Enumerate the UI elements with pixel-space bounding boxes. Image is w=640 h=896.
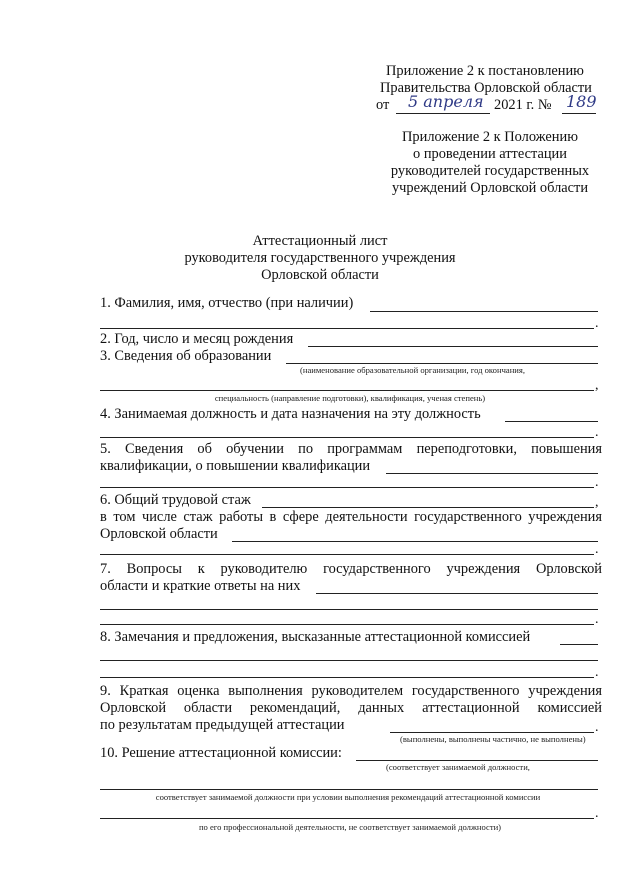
date-underline xyxy=(396,113,490,114)
item-4-period: . xyxy=(595,425,599,440)
item-10-hint-1: (соответствует занимаемой должности, xyxy=(386,762,530,772)
item-8-period: . xyxy=(595,665,599,680)
item-1-field-line-2[interactable] xyxy=(100,328,594,329)
item-9-label-line3: по результатам предыдущей аттестации xyxy=(100,717,345,733)
item-6-period: . xyxy=(595,542,599,557)
item-9-field-line[interactable] xyxy=(390,732,594,733)
appendix-regulation-line4: учреждений Орловской области xyxy=(391,180,589,196)
item-3-field-line-2[interactable] xyxy=(100,390,594,391)
item-6-sub-field-line[interactable] xyxy=(232,541,598,542)
item-6-comma: , xyxy=(595,495,599,510)
item-7-field-line-2[interactable] xyxy=(100,609,598,610)
date-year-label: 2021 г. № xyxy=(494,97,552,113)
item-1-field-line[interactable] xyxy=(370,311,598,312)
item-8-field-line[interactable] xyxy=(560,644,598,645)
item-8-field-line-2[interactable] xyxy=(100,660,598,661)
item-6-sublabel-line1: в том числе стаж работы в сфере деятельности государственного учреждения xyxy=(100,509,602,525)
appendix-resolution-line2: Правительства Орловской области xyxy=(380,80,592,96)
item-5-label-line2: квалификации, о повышении квалификации xyxy=(100,458,371,474)
item-8-field-line-3[interactable] xyxy=(100,677,594,678)
appendix-resolution-line1: Приложение 2 к постановлению xyxy=(386,63,584,79)
item-5-field-line-2[interactable] xyxy=(100,487,594,488)
number-handwritten: 189 xyxy=(566,92,597,111)
item-6-sub-field-line-2[interactable] xyxy=(100,554,594,555)
item-3-hint-2: специальность (направление подготовки), квалификация, ученая степень) xyxy=(214,393,486,403)
item-4-label: 4. Занимаемая должность и дата назначения на эту должность xyxy=(100,406,481,422)
item-3-label: 3. Сведения об образовании xyxy=(100,348,272,364)
item-6-sublabel-line2: Орловской области xyxy=(100,526,218,542)
item-9-hint: (выполнены, выполнены частично, не выполнены) xyxy=(400,734,586,744)
item-9-label-line2: Орловской области рекомендаций, данных аттестационной комиссией xyxy=(100,700,602,716)
item-1-period: . xyxy=(595,316,599,331)
item-1-label: 1. Фамилия, имя, отчество (при наличии) xyxy=(100,295,354,311)
item-8-label: 8. Замечания и предложения, высказанные аттестационной комиссией xyxy=(100,629,531,645)
date-prefix: от xyxy=(376,97,390,113)
item-10-hint-2: соответствует занимаемой должности при условии выполнения рекомендаций аттестационной комиссии xyxy=(155,792,541,802)
item-3-period: , xyxy=(595,378,599,393)
item-5-label-line1: 5. Сведения об обучении по программам переподготовки, повышения xyxy=(100,441,602,457)
date-handwritten: 5 апреля xyxy=(408,92,484,111)
document-title-line2: руководителя государственного учреждения xyxy=(184,250,456,266)
item-10-field-line-2[interactable] xyxy=(100,789,598,790)
item-4-field-line-2[interactable] xyxy=(100,437,594,438)
appendix-regulation-line3: руководителей государственных xyxy=(390,163,590,179)
item-5-period: . xyxy=(595,475,599,490)
item-10-period: . xyxy=(595,806,599,821)
item-4-field-line[interactable] xyxy=(505,421,598,422)
document-title-line1: Аттестационный лист xyxy=(252,233,388,249)
item-2-field-line[interactable] xyxy=(308,346,598,347)
item-6-label: 6. Общий трудовой стаж xyxy=(100,492,251,508)
item-3-hint-1: (наименование образовательной организации, год окончания, xyxy=(300,365,526,375)
appendix-regulation-line1: Приложение 2 к Положению xyxy=(402,129,578,145)
document-title-line3: Орловской области xyxy=(261,267,379,283)
item-10-hint-3: по его профессиональной деятельности, не соответствует занимаемой должности) xyxy=(198,822,502,832)
item-3-field-line[interactable] xyxy=(286,363,598,364)
item-7-period: . xyxy=(595,612,599,627)
item-10-field-line-3[interactable] xyxy=(100,818,594,819)
item-9-label-line1: 9. Краткая оценка выполнения руководителем государственного учреждения xyxy=(100,683,602,699)
item-5-field-line[interactable] xyxy=(386,473,598,474)
item-7-field-line-3[interactable] xyxy=(100,624,594,625)
item-9-period: . xyxy=(595,720,599,735)
item-7-field-line[interactable] xyxy=(316,593,598,594)
item-7-label-line1: 7. Вопросы к руководителю государственного учреждения Орловской xyxy=(100,561,602,577)
item-7-label-line2: области и краткие ответы на них xyxy=(100,578,301,594)
item-10-field-line[interactable] xyxy=(356,760,598,761)
item-10-label: 10. Решение аттестационной комиссии: xyxy=(100,745,342,761)
item-2-label: 2. Год, число и месяц рождения xyxy=(100,331,294,347)
number-underline xyxy=(562,113,596,114)
appendix-regulation-line2: о проведении аттестации xyxy=(413,146,567,162)
